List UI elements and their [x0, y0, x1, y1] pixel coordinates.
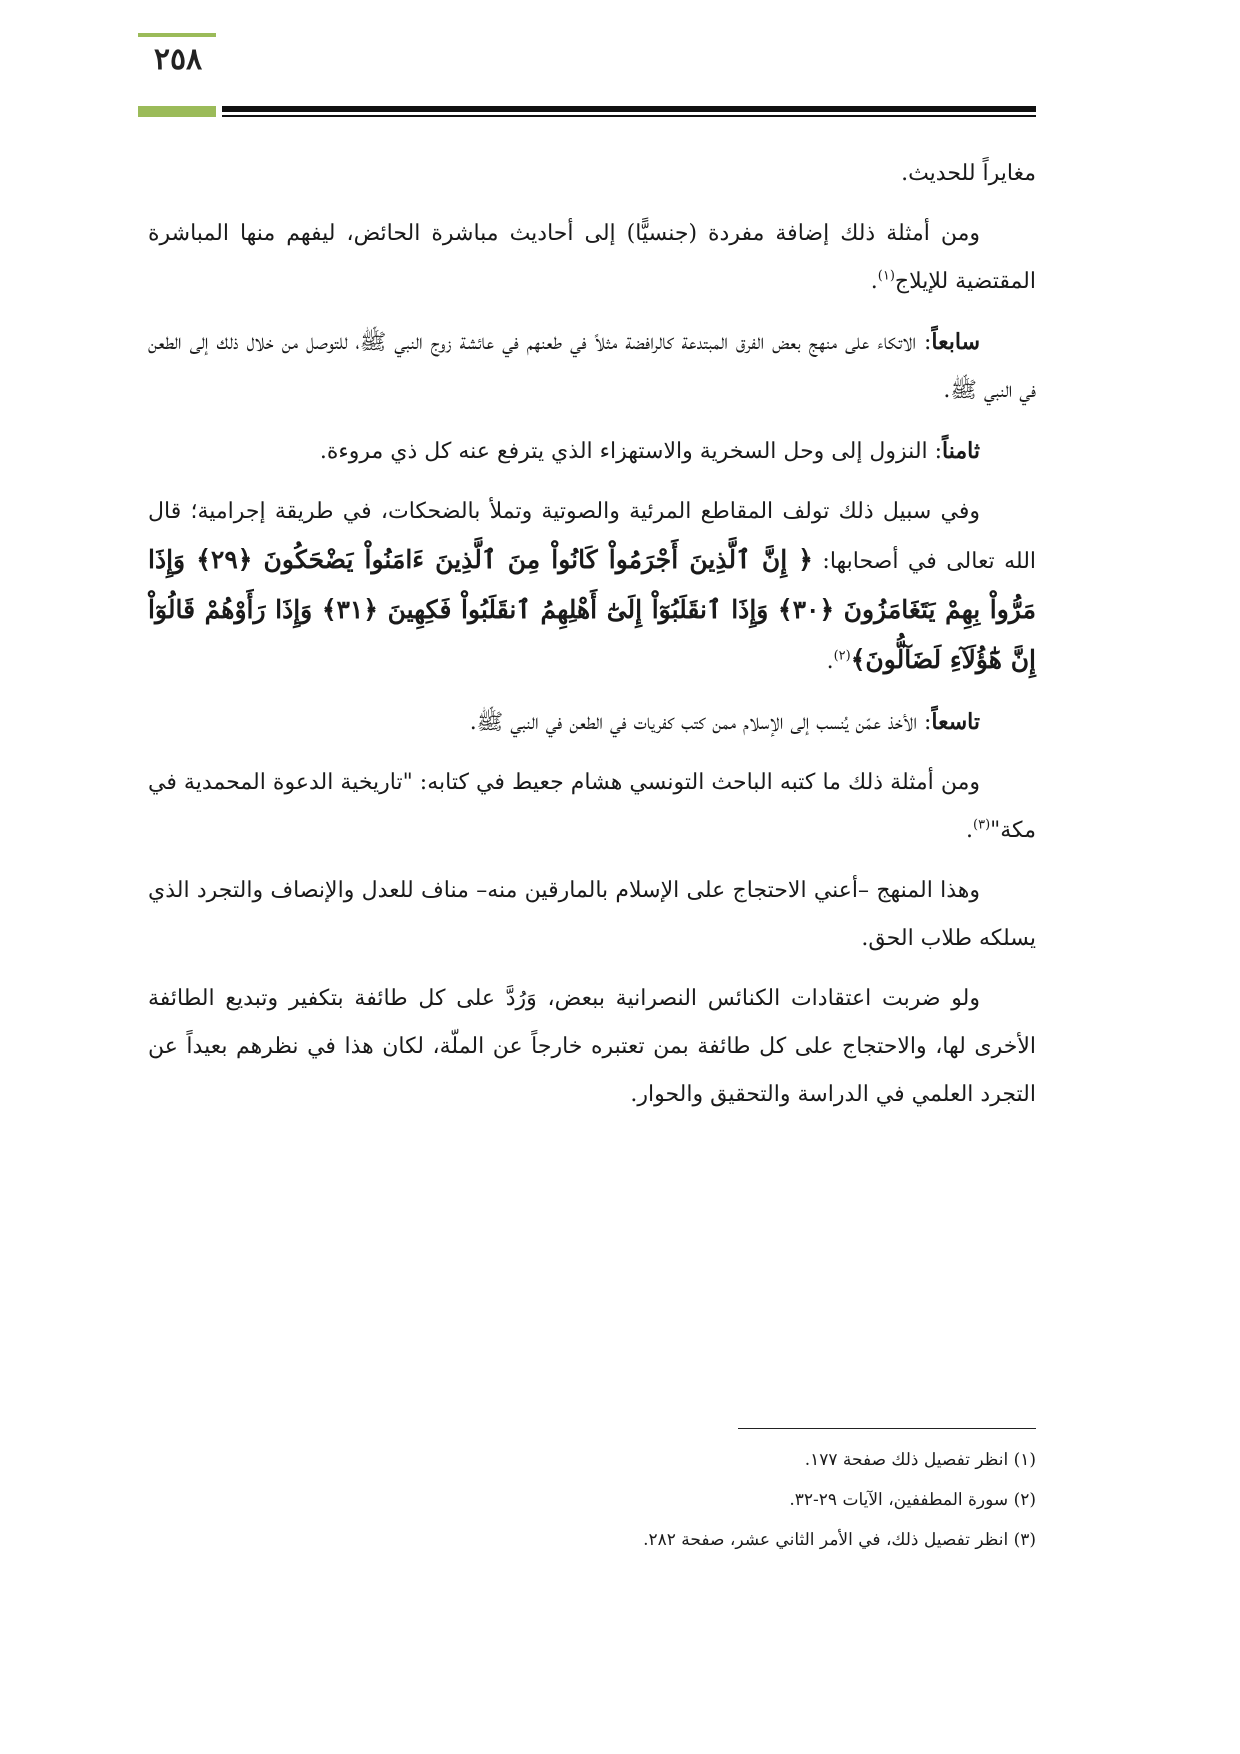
paragraph-seventh [148, 318, 1036, 415]
paragraph-lead: ثامناً [942, 438, 980, 464]
footnote-3: (٣) انظر تفصيل ذلك، في الأمر الثاني عشر، صفحة ٢٨٢. [643, 1530, 1036, 1550]
paragraph-text: ومن أمثلة ذلك ما كتبه الباحث التونسي هشام جعيط في كتابه: "تاريخية الدعوة المحمدية في مكة" [148, 770, 1036, 843]
paragraph-eighth [148, 427, 1036, 476]
header-rule-thick [222, 106, 1036, 112]
footnote-ref-2[interactable]: (٢) [833, 648, 851, 664]
paragraph-method-critique [148, 867, 1036, 963]
paragraph-tail: . [826, 649, 834, 674]
quran-quote: ﴿ إِنَّ ٱلَّذِينَ أَجْرَمُواْ كَانُواْ مِنَ ٱلَّذِينَ ءَامَنُواْ يَضْحَكُونَ ﴿٢٩﴾ وَإِذَا مَرُّواْ بِهِمْ يَتَغَامَزُونَ ﴿٣٠﴾ وَإِذَا ٱنقَلَبُوٓاْ إِلَىٰٓ أَهْلِهِمُ ٱنقَلَبُواْ فَكِهِينَ ﴿٣١﴾ وَإِذَا رَأَوْهُمْ قَالُوٓاْ إِنَّ هَٰٓؤُلَآءِ لَضَآلُّونَ﴾ [148, 545, 1036, 674]
footnotes [148, 1440, 1036, 1560]
paragraph-text: : الاتكاء على منهج بعض الفرق المبتدعة كالرافضة مثلاً في طعنهم في عائشة زوج النبي ﷺ، للتوصل من خلال ذلك إلى الطعن في النبي ﷺ. [148, 330, 1036, 403]
footnote-1: (١) انظر تفصيل ذلك صفحة ١٧٧. [804, 1450, 1036, 1470]
paragraph-text: ولو ضربت اعتقادات الكنائس النصرانية ببعض، وَرُدَّ على كل طائفة بتكفير وتبديع الطائفة الأخرى لها، والاحتجاج على كل طائفة بمن تعتبره خارجاً عن الملّة، لكان هذا في نظرهم بعيداً عن التجرد العلمي في الدراسة والتحقيق والحوار. [148, 986, 1036, 1107]
paragraph-text: وهذا المنهج –أعني الاحتجاج على الإسلام بالمارقين منه– مناف للعدل والإنصاف والتجرد الذي يسلكه طلاب الحق. [148, 878, 1036, 951]
paragraph-quran-verses [148, 488, 1036, 686]
body-text [148, 150, 1036, 1131]
header-accent-top [138, 33, 216, 37]
page-number: ٢٥٨ [153, 42, 203, 77]
footnote-ref-1[interactable]: (١) [877, 268, 895, 284]
footnote-separator [738, 1428, 1036, 1429]
header-accent-bottom [138, 106, 216, 117]
paragraph-text: مغايراً للحديث. [901, 161, 1036, 186]
paragraph-churches [148, 975, 1036, 1119]
paragraph-example-jinsiyyan [148, 210, 1036, 306]
paragraph-text: : الأخذ عمّن يُنسب إلى الإسلام ممن كتب كفريات في الطعن في النبي ﷺ. [469, 710, 932, 735]
paragraph-lead: تاسعاً [931, 709, 980, 735]
paragraph-text: ومن أمثلة ذلك إضافة مفردة (جنسيًّا) إلى أحاديث مباشرة الحائض، ليفهم منها المباشرة المقتضية للإيلاج [148, 221, 1036, 294]
paragraph-ninth [148, 698, 1036, 747]
paragraph-example-jait [148, 759, 1036, 855]
paragraph-tail: . [870, 269, 878, 294]
paragraph-text: وفي سبيل ذلك تولف المقاطع المرئية والصوتية وتملأ بالضحكات، في طريقة إجرامية؛ قال الله تعالى في أصحابها: [148, 499, 1037, 574]
paragraph-text: : النزول إلى وحل السخرية والاستهزاء الذي يترفع عنه كل ذي مروءة. [319, 439, 943, 464]
paragraph-continuation [148, 150, 1036, 198]
paragraph-lead: سابعاً [931, 329, 980, 355]
footnote-ref-3[interactable]: (٣) [973, 817, 991, 833]
footnote-2: (٢) سورة المطففين، الآيات ٢٩-٣٢. [789, 1490, 1036, 1510]
paragraph-tail: . [966, 818, 973, 843]
header-rule-thin [222, 115, 1036, 117]
